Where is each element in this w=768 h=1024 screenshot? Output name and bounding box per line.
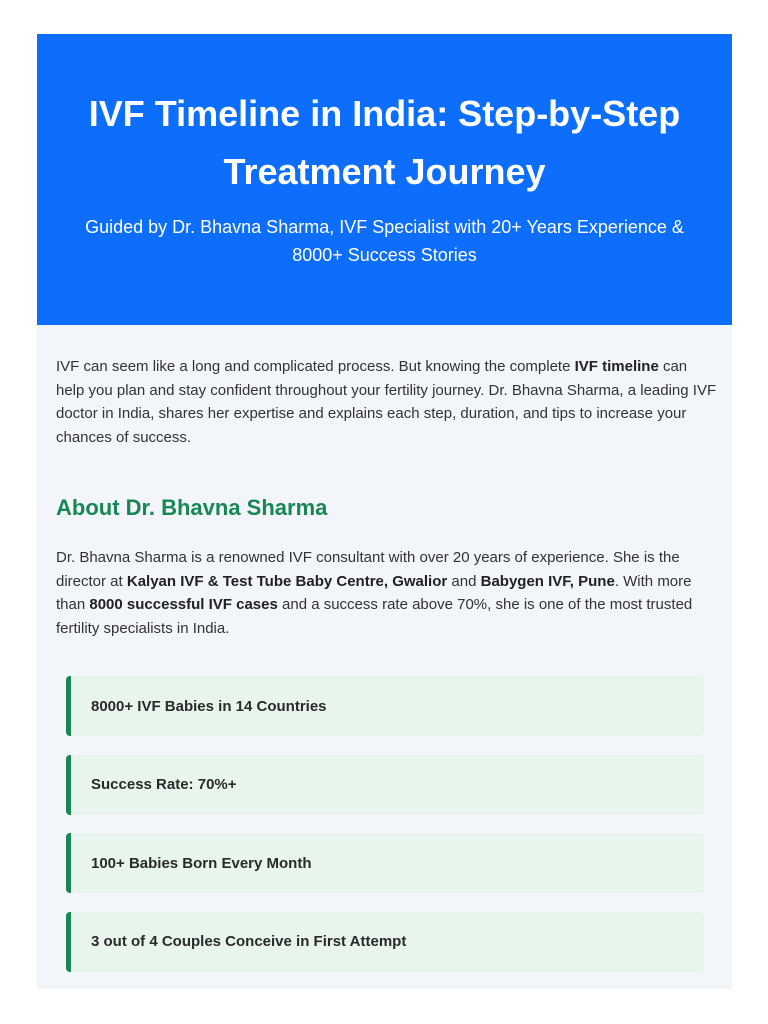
about-heading: About Dr. Bhavna Sharma bbox=[56, 495, 328, 520]
stat-card-babies-monthly: 100+ Babies Born Every Month bbox=[66, 833, 704, 893]
stat-card-babies-countries: 8000+ IVF Babies in 14 Countries bbox=[66, 676, 704, 736]
article-content bbox=[56, 355, 718, 990]
page-subtitle: Guided by Dr. Bhavna Sharma, IVF Specialist with 20+ Years Experience & 8000+ Success Stories bbox=[85, 217, 684, 265]
stats-list bbox=[56, 676, 718, 972]
stat-card-success-rate: Success Rate: 70%+ bbox=[66, 755, 704, 815]
about-text-2: and bbox=[447, 572, 481, 590]
intro-bold-ivf-timeline: IVF timeline bbox=[574, 358, 659, 375]
hero-banner bbox=[37, 34, 732, 325]
page-title: IVF Timeline in India: Step-by-Step Treatment Journey bbox=[88, 93, 681, 192]
intro-paragraph bbox=[56, 355, 718, 449]
about-text-1: Dr. Bhavna Sharma is a renowned IVF consultant with over 20 years of experience. She is the director at bbox=[56, 549, 680, 590]
article-page bbox=[37, 34, 732, 989]
about-bold-success-cases: 8000 successful IVF cases bbox=[89, 596, 278, 613]
intro-text-2: can help you plan and stay confident throughout your fertility journey. Dr. Bhavna Sharma, a leading IVF doctor in India, shares her expertise and explains each step, duration, and tips to increase your chances of success. bbox=[56, 358, 717, 446]
about-paragraph bbox=[56, 546, 718, 640]
stat-card-first-attempt: 3 out of 4 Couples Conceive in First Attempt bbox=[66, 912, 704, 972]
about-bold-kalyan-ivf: Kalyan IVF & Test Tube Baby Centre, Gwalior bbox=[126, 572, 448, 590]
about-text-3: . With more than bbox=[56, 572, 692, 613]
intro-text-1: IVF can seem like a long and complicated process. But knowing the complete bbox=[56, 358, 575, 375]
about-bold-babygen-ivf: Babygen IVF, Pune bbox=[480, 572, 615, 590]
about-text-4: and a success rate above 70%, she is one of the most trusted fertility specialists in India. bbox=[56, 596, 693, 637]
